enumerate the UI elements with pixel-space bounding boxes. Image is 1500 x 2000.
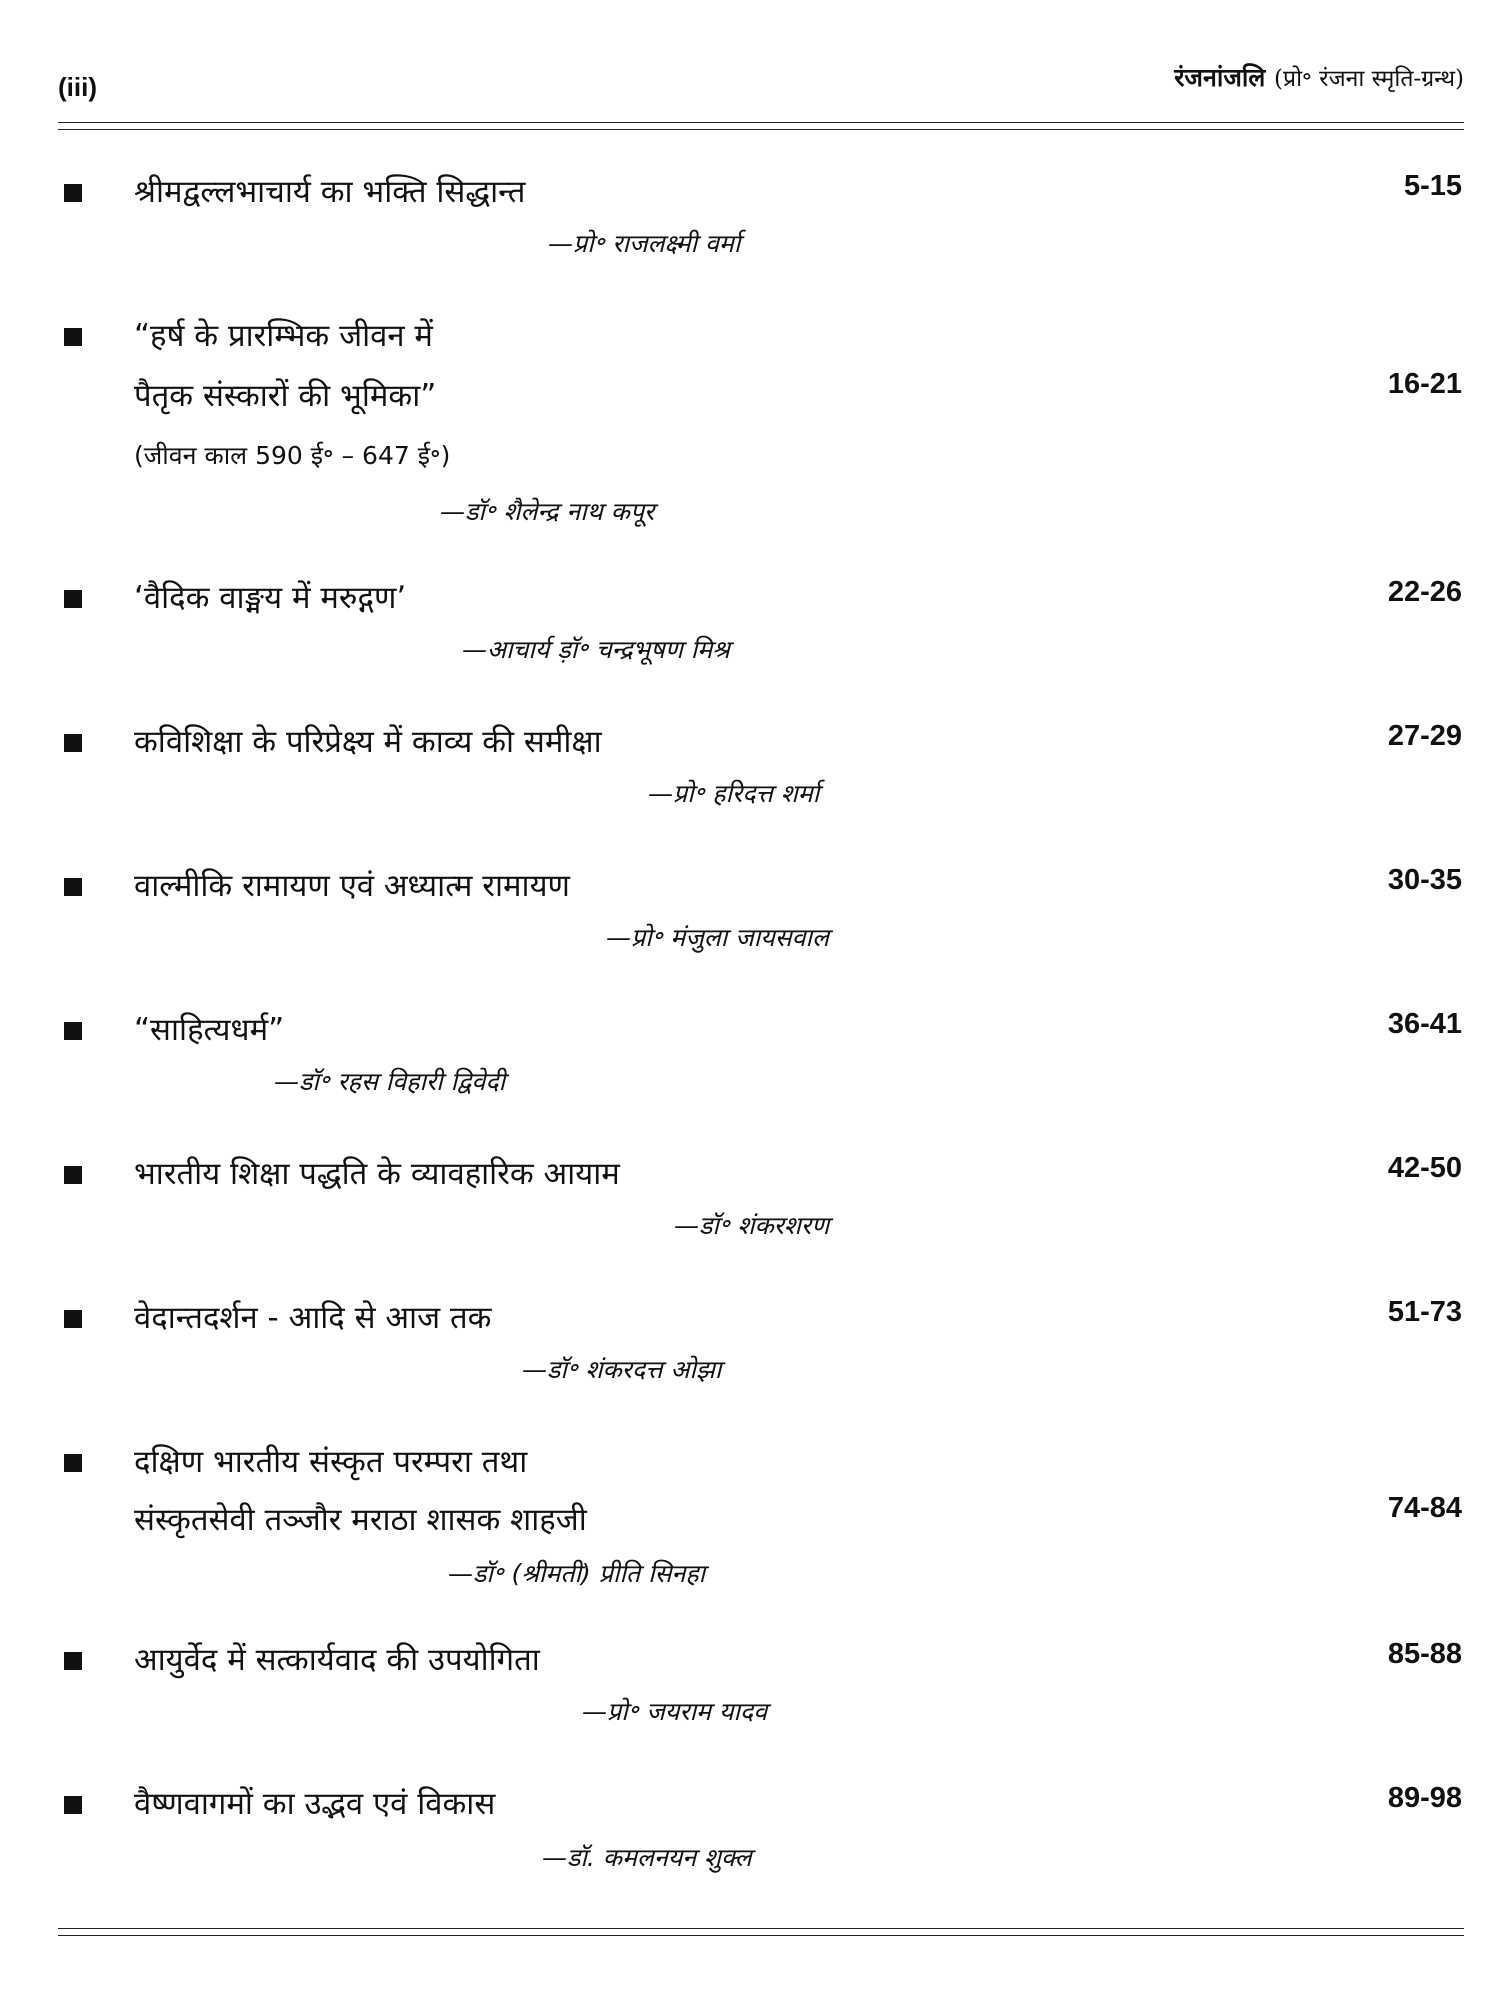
bullet-square: [64, 1454, 82, 1472]
entry-pages: 27-29: [1387, 720, 1462, 752]
entry-author: —प्रो॰ जयराम यादव: [582, 1697, 768, 1726]
bullet-square: [64, 1796, 82, 1814]
header-double-rule: [58, 122, 1464, 130]
entry-author: —डॉ॰ रहस विहारी द्विवेदी: [274, 1067, 506, 1096]
entry-pages: 16-21: [1387, 368, 1462, 400]
entry-title-line-1: “हर्ष के प्रारम्भिक जीवन में: [134, 318, 433, 354]
running-title: [1174, 60, 1464, 94]
entry-title: भारतीय शिक्षा पद्धति के व्यावहारिक आयाम: [134, 1156, 620, 1192]
entry-title: श्रीमद्वल्लभाचार्य का भक्ति सिद्धान्त: [134, 174, 526, 210]
entry-pages: 51-73: [1387, 1296, 1462, 1328]
bullet-square: [64, 590, 82, 608]
page-number: (iii): [58, 72, 97, 102]
bullet-square: [64, 878, 82, 896]
entry-title: “साहित्यधर्म”: [134, 1012, 285, 1048]
entry-note: (जीवन काल 590 ई॰ – 647 ई॰): [134, 441, 451, 470]
footer-double-rule: [58, 1928, 1464, 1936]
entry-author: —डॉ. कमलनयन शुक्ल: [542, 1843, 752, 1872]
bullet-square: [64, 1652, 82, 1670]
running-title-main: रंजनांजलि: [1174, 63, 1266, 92]
entry-pages: 30-35: [1387, 864, 1462, 896]
entry-pages: 85-88: [1387, 1638, 1462, 1670]
entry-title: वेदान्तदर्शन - आदि से आज तक: [134, 1300, 492, 1336]
bullet-square: [64, 1166, 82, 1184]
bullet-square: [64, 184, 82, 202]
entry-title: वैष्णवागमों का उद्भव एवं विकास: [134, 1786, 496, 1822]
entry-title-line-2: संस्कृतसेवी तञ्जौर मराठा शासक शाहजी: [134, 1502, 587, 1538]
running-title-subtitle: (प्रो॰ रंजना स्मृति-ग्रन्थ): [1274, 66, 1464, 92]
entry-author: —डॉ॰ शंकरशरण: [674, 1211, 830, 1240]
entry-title: ‘वैदिक वाङ्मय में मरुद्गण’: [134, 580, 407, 616]
entry-author: —डॉ॰ (श्रीमती) प्रीति सिनहा: [448, 1559, 706, 1588]
bullet-square: [64, 1310, 82, 1328]
entry-author: —डॉ॰ शंकरदत्त ओझा: [522, 1355, 722, 1384]
entry-author: —आचार्य ड़ॉ॰ चन्द्रभूषण मिश्र: [462, 635, 730, 664]
entry-title: आयुर्वेद में सत्कार्यवाद की उपयोगिता: [134, 1642, 540, 1678]
bullet-square: [64, 328, 82, 346]
entry-pages: 89-98: [1387, 1782, 1462, 1814]
bullet-square: [64, 734, 82, 752]
entry-author: —प्रो॰ मंजुला जायसवाल: [606, 923, 829, 952]
page-header: [58, 60, 1464, 110]
entry-author: —प्रो॰ हरिदत्त शर्मा: [648, 779, 820, 808]
entry-pages: 42-50: [1387, 1152, 1462, 1184]
bullet-square: [64, 1022, 82, 1040]
entry-title: वाल्मीकि रामायण एवं अध्यात्म रामायण: [134, 868, 570, 904]
entry-author: —डॉ॰ शैलेन्द्र नाथ कपूर: [440, 497, 655, 526]
entry-title: कविशिक्षा के परिप्रेक्ष्य में काव्य की समीक्षा: [134, 724, 602, 760]
entry-pages: 22-26: [1387, 576, 1462, 608]
entry-title-line-2: पैतृक संस्कारों की भूमिका”: [134, 378, 437, 414]
entry-title-line-1: दक्षिण भारतीय संस्कृत परम्परा तथा: [134, 1444, 528, 1480]
entry-pages: 74-84: [1387, 1492, 1462, 1524]
entry-pages: 5-15: [1403, 170, 1462, 202]
entry-pages: 36-41: [1387, 1008, 1462, 1040]
entry-author: —प्रो॰ राजलक्ष्मी वर्मा: [548, 229, 741, 258]
